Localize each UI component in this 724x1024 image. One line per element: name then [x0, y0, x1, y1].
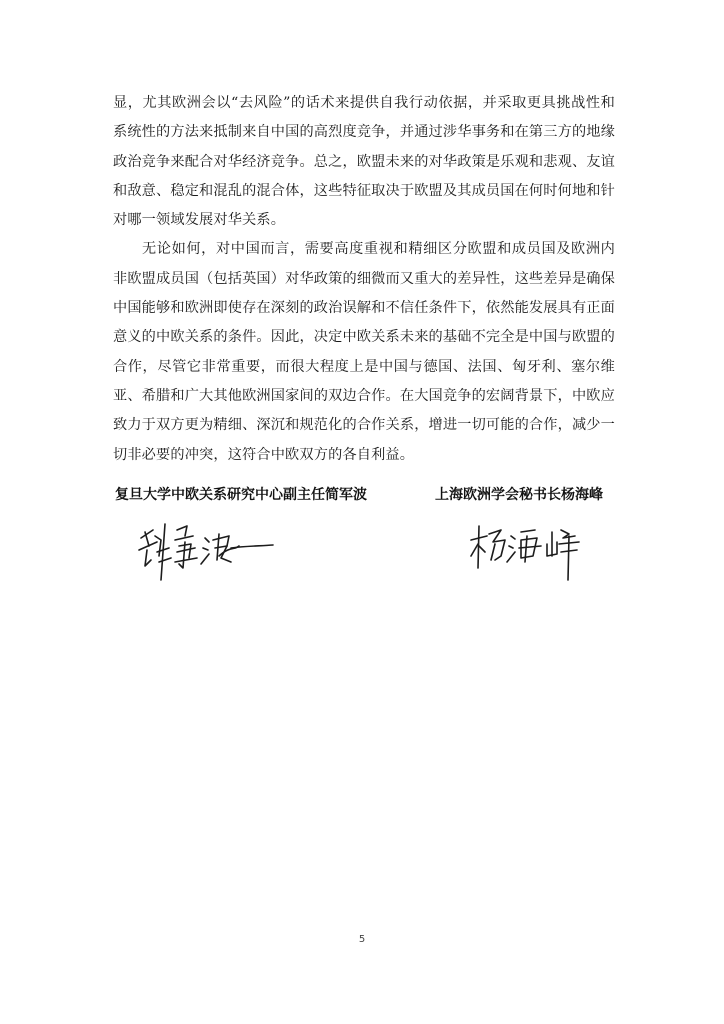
body-text: [113, 89, 615, 470]
signature-jian-junbo: [135, 516, 275, 586]
signatory-title-jian-junbo: 复旦大学中欧关系研究中心副主任简军波: [115, 487, 367, 503]
page-number: 5: [358, 934, 366, 945]
paragraph-continuation: 显，尤其欧洲会以“去风险”的话术来提供自我行动依据，并采取更具挑战性和系统性的方法来抵制来自中国的高烈度竞争，并通过涉华事务和在第三方的地缘政治竞争来配合对华经济竞争。总之，欧盟未来的对华政策是乐观和悲观、友谊和敌意、稳定和混乱的混合体，这些特征取决于欧盟及其成员国在何时何地和针对哪一领域发展对华关系。: [113, 95, 615, 229]
signature-yang-haifeng: [465, 516, 585, 586]
signatory-title-yang-haifeng: 上海欧洲学会秘书长杨海峰: [435, 487, 603, 503]
paragraph-conclusion: 无论如何，对中国而言，需要高度重视和精细区分欧盟和成员国及欧洲内非欧盟成员国（包括英国）对华政策的细微而又重大的差异性，这些差异是确保中国能够和欧洲即使存在深刻的政治误解和不信任条件下，依然能发展具有正面意义的中欧关系的条件。因此，决定中欧关系未来的基础不完全是中国与欧盟的合作，尽管它非常重要，而很大程度上是中国与德国、法国、匈牙利、塞尔维亚、希腊和广大其他欧洲国家间的双边合作。在大国竞争的宏阔背景下，中欧应致力于双方更为精细、深沉和规范化的合作关系，增进一切可能的合作，减少一切非必要的冲突，这符合中欧双方的各自利益。: [113, 241, 615, 463]
